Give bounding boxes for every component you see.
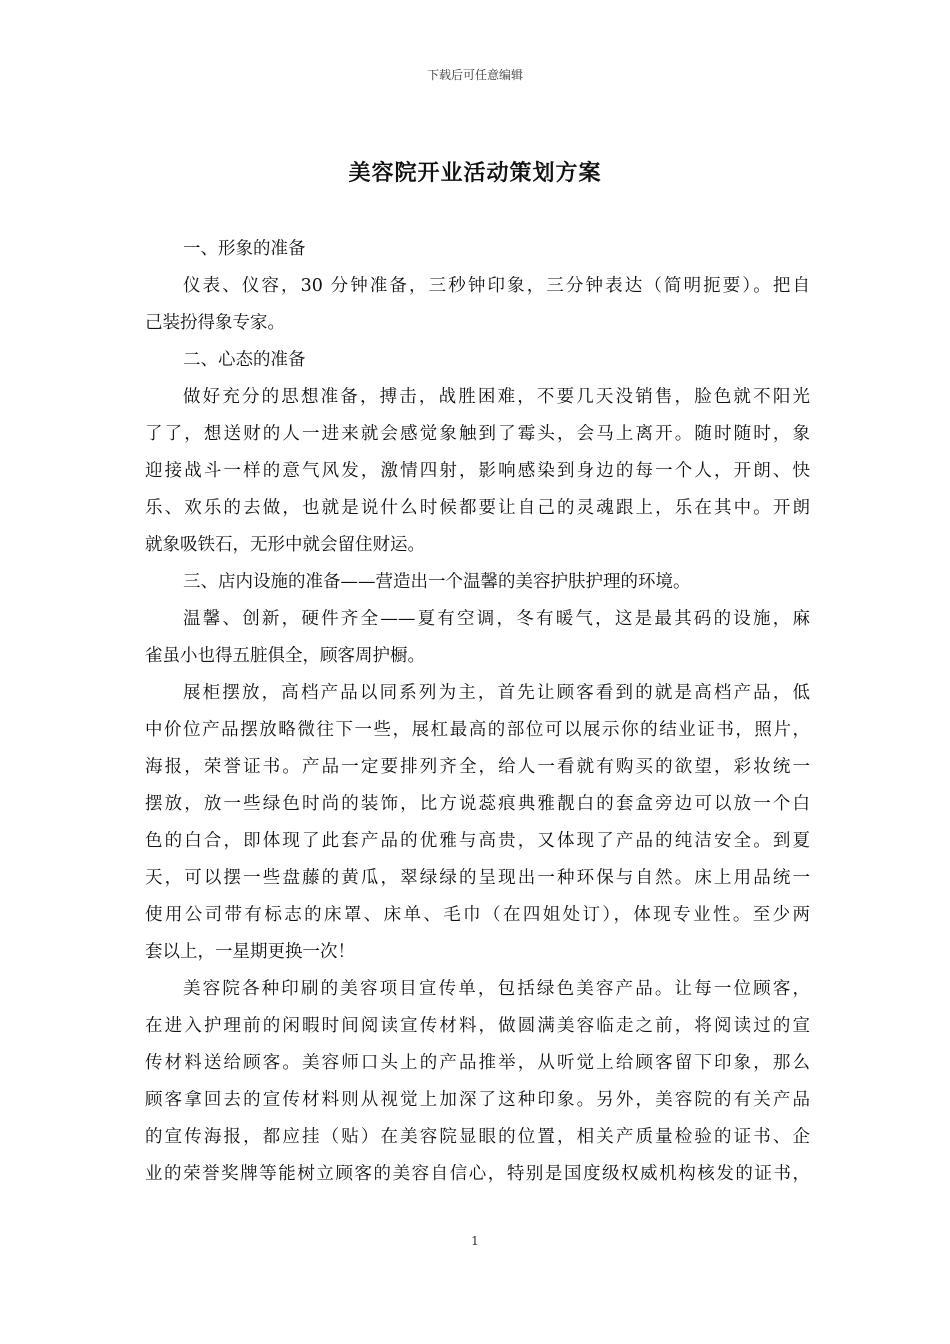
text-line: 展柜摆放，高档产品以同系列为主，首先让顾客看到的就是高档产品，低 bbox=[183, 683, 810, 703]
text-line: 迎接战斗一样的意气风发，激情四射，影响感染到身边的每一个人，开朗、快 bbox=[145, 461, 810, 481]
text-line: 的宣传海报，都应挂（贴）在美容院显眼的位置，相关产质量检验的证书、企 bbox=[145, 1127, 810, 1147]
text-line: 三、店内设施的准备——营造出一个温馨的美容护肤护理的环境。 bbox=[183, 572, 691, 592]
text-line: 仪表、仪容，30 分钟准备，三秒钟印象，三分钟表达（简明扼要）。把自 bbox=[183, 276, 810, 296]
text-line: 一、形象的准备 bbox=[183, 239, 306, 259]
text-line: 就象吸铁石，无形中就会留住财运。 bbox=[145, 535, 425, 555]
text-line: 了了，想送财的人一进来就会感觉象触到了霉头，会马上离开。随时随时，象 bbox=[145, 424, 810, 444]
page-number: 1 bbox=[471, 1234, 479, 1248]
text-line: 雀虽小也得五脏俱全，顾客周护橱。 bbox=[145, 646, 425, 666]
text-line: 使用公司带有标志的床罩、床单、毛巾（在四姐处订），体现专业性。至少两 bbox=[145, 905, 810, 925]
text-line: 美容院各种印刷的美容项目宣传单，包括绿色美容产品。让每一位顾客， bbox=[183, 979, 810, 999]
text-line: 己装扮得象专家。 bbox=[145, 313, 285, 333]
text-line: 传材料送给顾客。美容师口头上的产品推举，从听觉上给顾客留下印象，那么 bbox=[145, 1053, 810, 1073]
text-line: 做好充分的思想准备，搏击，战胜困难，不要几天没销售，脸色就不阳光 bbox=[183, 387, 810, 407]
text-line: 温馨、创新，硬件齐全——夏有空调，冬有暖气，这是最其码的设施，麻 bbox=[183, 609, 810, 629]
text-line: 业的荣誉奖牌等能树立顾客的美容自信心，特别是国度级权威机构核发的证书， bbox=[145, 1164, 810, 1184]
page-header: 下载后可任意编辑 bbox=[426, 68, 523, 82]
text-line: 中价位产品摆放略微往下一些，展杠最高的部位可以展示你的结业证书，照片， bbox=[145, 720, 810, 740]
text-line: 摆放，放一些绿色时尚的装饰，比方说蕊痕典雅靓白的套盒旁边可以放一个白 bbox=[145, 794, 810, 814]
document-body bbox=[145, 231, 810, 1193]
text-line: 顾客拿回去的宣传材料则从视觉上加深了这种印象。另外，美容院的有关产品 bbox=[145, 1090, 810, 1110]
text-line: 色的白合，即体现了此套产品的优雅与高贵，又体现了产品的纯洁安全。到夏 bbox=[145, 831, 810, 851]
text-line: 乐、欢乐的去做，也就是说什么时候都要让自己的灵魂跟上，乐在其中。开朗 bbox=[145, 498, 810, 518]
text-line: 套以上，一星期更换一次！ bbox=[145, 942, 355, 962]
text-line: 天，可以摆一些盘藤的黄瓜，翠绿绿的呈现出一种环保与自然。床上用品统一 bbox=[145, 868, 810, 888]
document-title: 美容院开业活动策划方案 bbox=[348, 160, 602, 186]
text-line: 二、心态的准备 bbox=[183, 350, 306, 370]
text-line: 在进入护理前的闲暇时间阅读宣传材料，做圆满美容临走之前，将阅读过的宣 bbox=[145, 1016, 810, 1036]
text-line: 海报，荣誉证书。产品一定要排列齐全，给人一看就有购买的欲望，彩妆统一 bbox=[145, 757, 810, 777]
